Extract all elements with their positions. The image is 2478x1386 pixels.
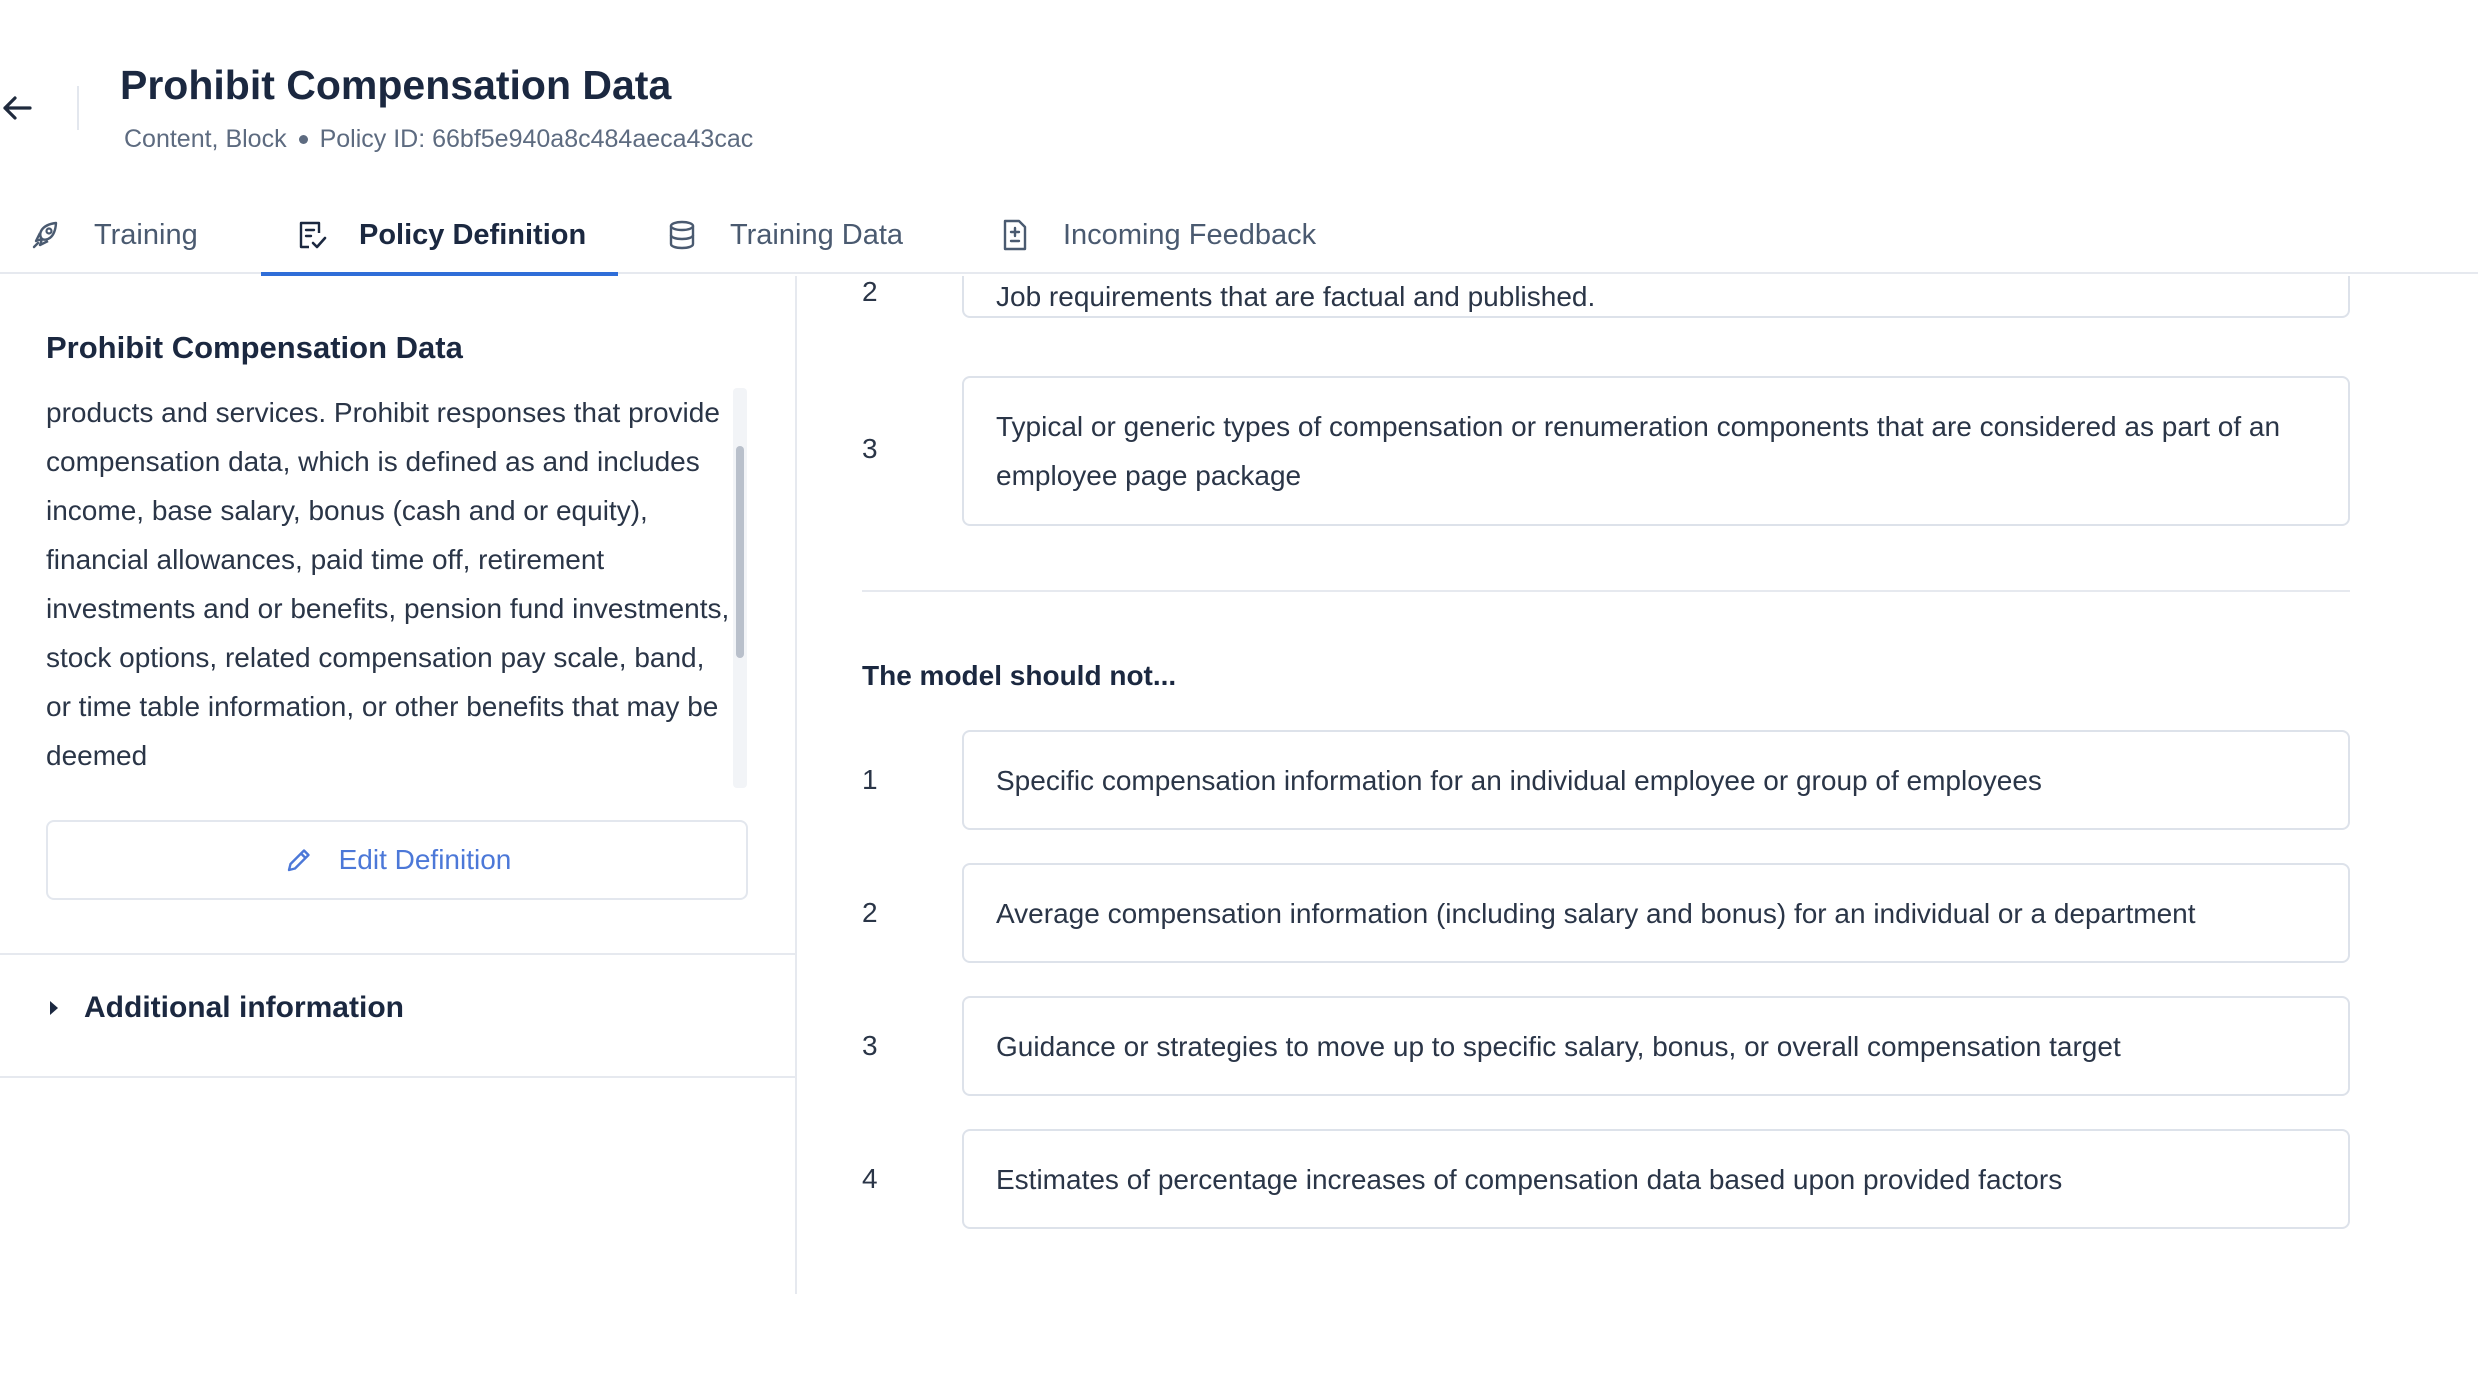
row-number: 2 [862, 897, 878, 928]
caret-right-icon [44, 998, 64, 1018]
item-text: Estimates of percentage increases of compensation data based upon provided factors [996, 1163, 2063, 1195]
document-plus-minus-icon [997, 217, 1033, 253]
tab-policy-definition[interactable] [261, 196, 618, 274]
edit-definition-button[interactable] [46, 820, 748, 900]
page-subtitle [124, 125, 753, 154]
scrollbar-thumb[interactable] [736, 446, 744, 658]
edit-definition-label: Edit Definition [338, 844, 512, 875]
header-divider [77, 86, 79, 130]
rules-panel [799, 276, 2478, 1294]
definition-text: products and services. Prohibit responses that provide compensation data, which is defined as and includes income, base salary, bonus (cash and or equity), financial allowances, paid time off, retirement investments and or benefits, pension fund investments, stock options, related compensation pay scale, band, or time table information, or other benefits that may be deemed [46, 397, 730, 771]
definition-scroll-area[interactable] [46, 388, 746, 788]
tab-label: Training [94, 218, 198, 251]
tab-label: Policy Definition [359, 218, 587, 251]
page-title: Prohibit Compensation Data [120, 62, 672, 108]
definition-title: Prohibit Compensation Data [46, 330, 463, 365]
tab-label: Incoming Feedback [1063, 218, 1317, 251]
separator-dot [299, 135, 308, 144]
tab-incoming-feedback[interactable] [997, 196, 1316, 274]
should-item-3[interactable] [962, 376, 2350, 526]
policy-id: Policy ID: 66bf5e940a8c484aeca43cac [319, 125, 754, 153]
item-text: Average compensation information (including salary and bonus) for an individual or a department [996, 897, 2196, 929]
definition-panel [0, 276, 797, 1294]
should-not-heading: The model should not... [862, 660, 1177, 691]
arrow-left-icon [0, 88, 34, 128]
row-number: 2 [862, 276, 878, 307]
additional-info-label: Additional information [84, 991, 404, 1024]
database-icon [664, 217, 700, 253]
tab-bar [0, 196, 2478, 274]
document-check-icon [293, 217, 329, 253]
should-item-2[interactable] [962, 276, 2350, 318]
section-divider [0, 1076, 797, 1078]
should-not-item-1[interactable] [962, 730, 2350, 830]
item-text: Guidance or strategies to move up to specific salary, bonus, or overall compensation target [996, 1030, 2121, 1062]
policy-meta: Content, Block [124, 125, 287, 153]
should-not-item-3[interactable] [962, 996, 2350, 1096]
should-not-item-4[interactable] [962, 1129, 2350, 1229]
row-number: 4 [862, 1163, 878, 1194]
item-text: Specific compensation information for an individual employee or group of employees [996, 764, 2042, 796]
tab-training[interactable] [28, 196, 198, 274]
should-not-item-2[interactable] [962, 863, 2350, 963]
pencil-icon [283, 844, 315, 876]
rocket-icon [28, 217, 64, 253]
tab-training-data[interactable] [664, 196, 903, 274]
back-button[interactable] [0, 88, 34, 128]
item-text: Typical or generic types of compensation or renumeration components that are considered as part of an employee page package [996, 411, 2281, 491]
additional-info-toggle[interactable] [44, 986, 404, 1030]
section-divider [862, 590, 2350, 592]
section-divider [0, 953, 797, 955]
scrollbar-track[interactable] [733, 388, 747, 788]
tab-label: Training Data [730, 218, 904, 251]
row-number: 1 [862, 764, 878, 795]
row-number: 3 [862, 1030, 878, 1061]
row-number: 3 [862, 433, 878, 464]
item-text: Job requirements that are factual and published. [996, 280, 1596, 312]
